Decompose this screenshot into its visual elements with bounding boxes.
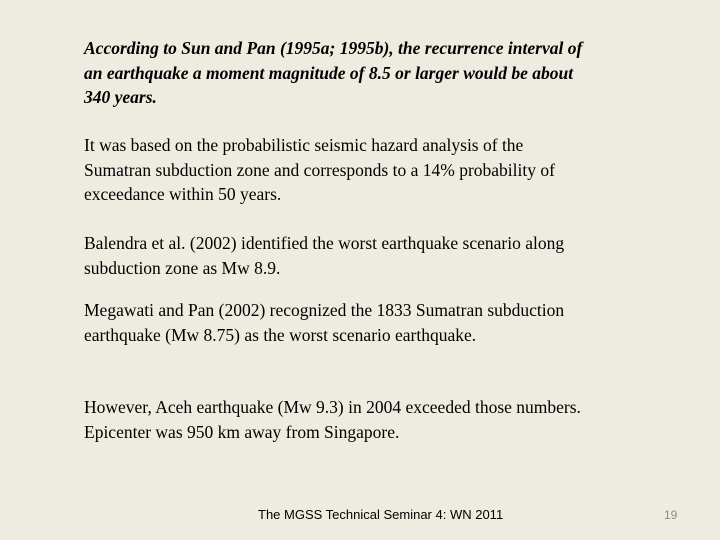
text-line: subduction zone as Mw 8.9. <box>84 257 281 278</box>
balendra-paragraph <box>84 231 684 280</box>
text-line: According to Sun and Pan (1995a; 1995b), the recurrence interval of <box>84 38 583 58</box>
aceh-earthquake-paragraph <box>84 395 684 444</box>
text-line: an earthquake a moment magnitude of 8.5 or larger would be about <box>84 62 574 83</box>
recurrence-interval-paragraph <box>84 36 684 110</box>
text-line: Sumatran subduction zone and corresponds to a 14% probability of <box>84 159 555 180</box>
text-line: However, Aceh earthquake (Mw 9.3) in 2004 exceeded those numbers. <box>84 397 581 417</box>
text-line: It was based on the probabilistic seismic hazard analysis of the <box>84 135 524 155</box>
text-line: Megawati and Pan (2002) recognized the 1833 Sumatran subduction <box>84 300 565 320</box>
text-line: Balendra et al. (2002) identified the worst earthquake scenario along <box>84 233 565 253</box>
text-line: exceedance within 50 years. <box>84 184 282 204</box>
megawati-pan-paragraph <box>84 298 684 347</box>
text-line: Epicenter was 950 km away from Singapore. <box>84 421 400 442</box>
text-line: 340 years. <box>84 87 157 107</box>
slide-number: 19 <box>664 508 678 522</box>
hazard-analysis-paragraph <box>84 133 684 207</box>
text-line: earthquake (Mw 8.75) as the worst scenario earthquake. <box>84 324 477 345</box>
slide-footer: The MGSS Technical Seminar 4: WN 2011 <box>258 507 504 522</box>
